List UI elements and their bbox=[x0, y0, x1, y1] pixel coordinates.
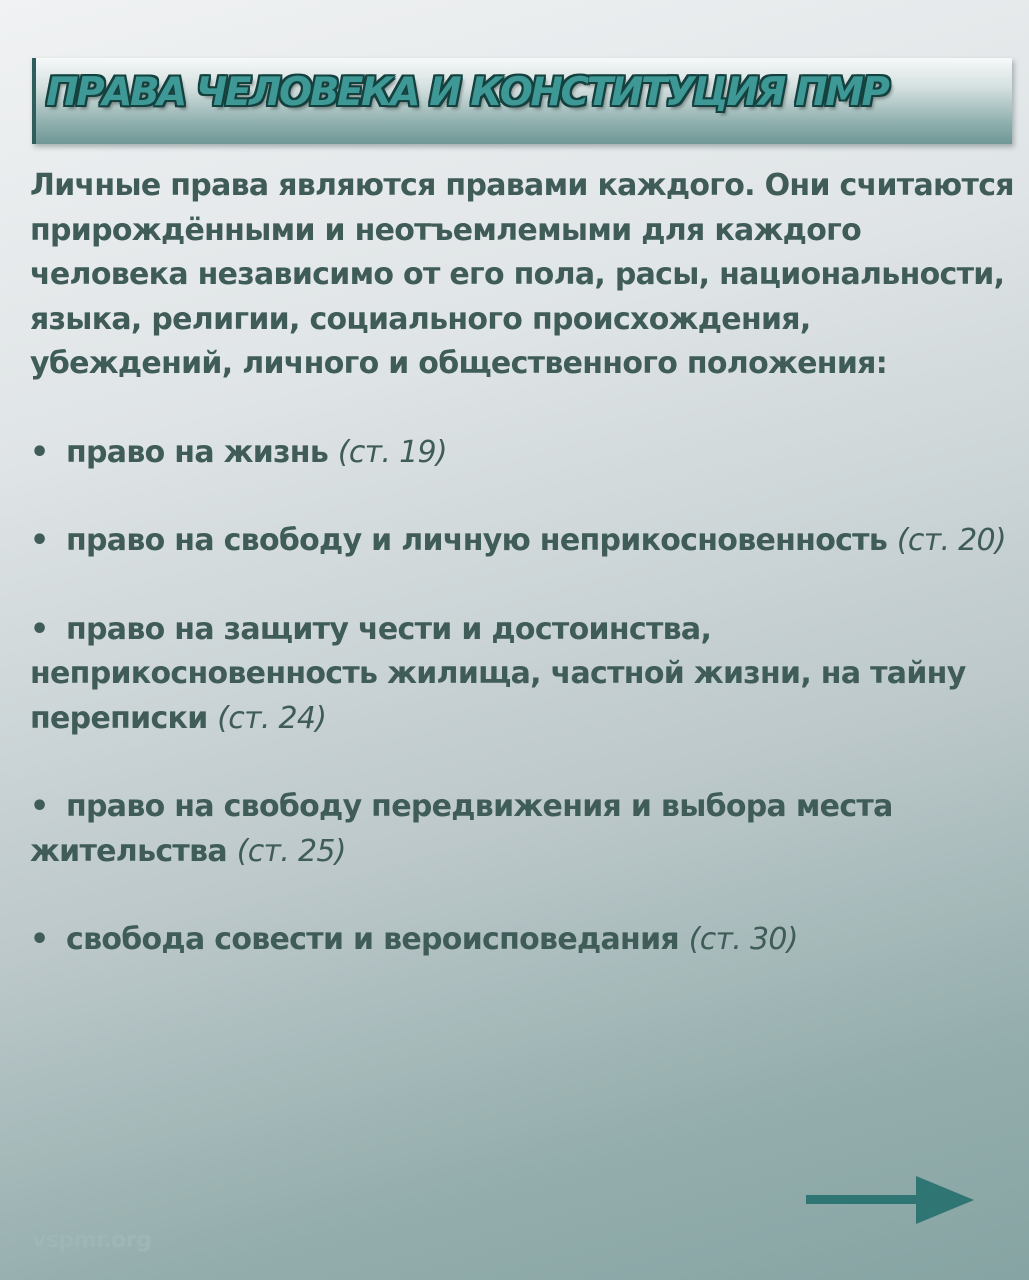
list-item bbox=[30, 519, 1015, 564]
list-item bbox=[30, 431, 1015, 476]
bullet-icon: • bbox=[30, 434, 49, 470]
intro-paragraph: Личные права являются правами каждого. Они считаются прирождёнными и неотъемлемыми для каждого человека независимо от его пола, расы, национальности, языка, религии, социального происхождения, убеждений, личного и общественного положения: bbox=[30, 168, 1014, 381]
site-watermark: vspmr.org bbox=[32, 1228, 152, 1253]
article-ref: (ст. 25) bbox=[236, 833, 346, 869]
list-item bbox=[30, 608, 1015, 742]
right-text: свобода совести и вероисповедания bbox=[66, 922, 679, 957]
article-ref: (ст. 30) bbox=[688, 922, 798, 957]
article-ref: (ст. 19) bbox=[337, 434, 447, 470]
bullet-icon: • bbox=[30, 922, 49, 957]
list-item bbox=[30, 785, 1015, 874]
right-text: право на защиту чести и достоинства, неприкосновенность жилища, частной жизни, на тайну переписки bbox=[30, 611, 966, 736]
bullet-icon: • bbox=[30, 789, 49, 824]
article-ref: (ст. 20) bbox=[896, 523, 1006, 558]
arrow-right-icon[interactable] bbox=[804, 1174, 976, 1226]
content bbox=[30, 164, 1015, 1007]
list-item bbox=[30, 918, 1015, 963]
bullet-icon: • bbox=[30, 611, 49, 647]
bullet-icon: • bbox=[30, 523, 49, 558]
title-banner bbox=[32, 58, 1012, 144]
right-text: право на свободу передвижения и выбора места жительства bbox=[30, 789, 893, 869]
right-text: право на свободу и личную неприкосновенность bbox=[66, 523, 888, 558]
page-title: ПРАВА ЧЕЛОВЕКА И КОНСТИТУЦИЯ ПМР bbox=[46, 70, 888, 115]
article-ref: (ст. 24) bbox=[217, 700, 327, 736]
right-text: право на жизнь bbox=[66, 434, 329, 470]
